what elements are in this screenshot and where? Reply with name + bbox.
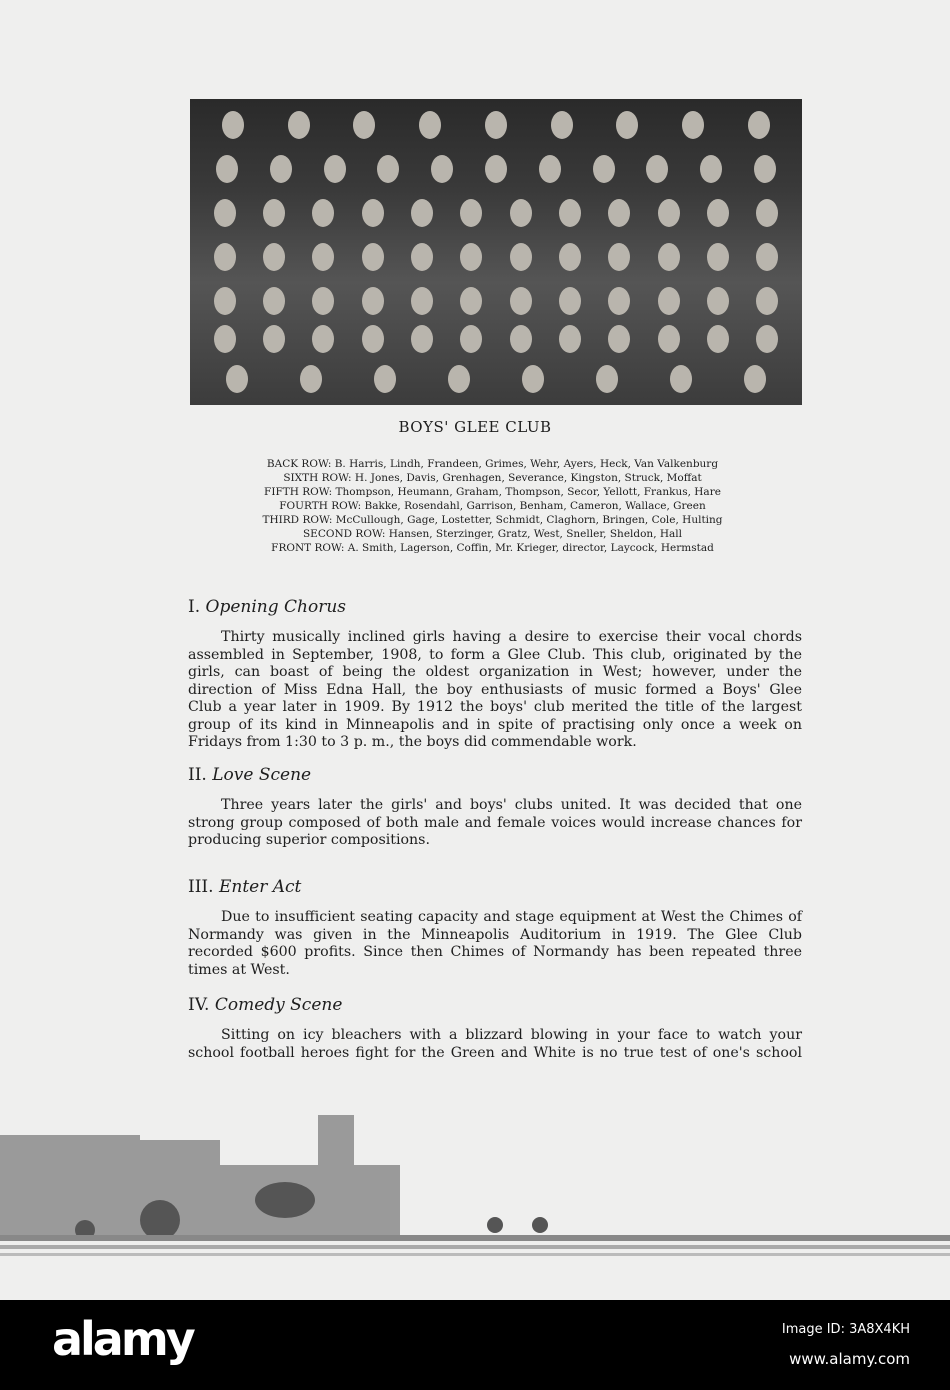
person [263, 287, 285, 315]
text-line: group of its kind in Minneapolis and in spite of practising only once a week on [188, 716, 802, 733]
watermark-banner [0, 1300, 950, 1390]
person [608, 287, 630, 315]
person [658, 325, 680, 353]
photo-caption-title: BOYS' GLEE CLUB [398, 418, 552, 436]
person [324, 155, 346, 183]
photo-row [200, 151, 792, 195]
person [263, 243, 285, 271]
photo-row [200, 321, 792, 365]
person [593, 155, 615, 183]
street-scene-illustration [0, 1095, 950, 1275]
person [608, 199, 630, 227]
section [188, 995, 802, 1062]
person [411, 325, 433, 353]
person [510, 325, 532, 353]
person [214, 325, 236, 353]
person [756, 243, 778, 271]
person [559, 325, 581, 353]
person [353, 111, 375, 139]
person [374, 365, 396, 393]
person [214, 287, 236, 315]
glee-club-group-photo [190, 99, 802, 405]
person [431, 155, 453, 183]
person [748, 111, 770, 139]
section-number: I. [188, 597, 201, 617]
person [411, 243, 433, 271]
text-line: Normandy was given in the Minneapolis Auditorium in 1919. The Glee Club [188, 926, 802, 943]
person [460, 325, 482, 353]
person [300, 365, 322, 393]
person [608, 243, 630, 271]
section-heading [188, 597, 802, 617]
text-line: direction of Miss Edna Hall, the boy enthusiasts of music formed a Boys' Glee [188, 681, 802, 698]
person [707, 243, 729, 271]
person [596, 365, 618, 393]
image-id: Image ID: 3A8X4KH [781, 1322, 910, 1337]
text-line: Fridays from 1:30 to 3 p. m., the boys did commendable work. [188, 734, 637, 750]
person [707, 325, 729, 353]
person [522, 365, 544, 393]
paragraph [188, 797, 802, 850]
photo-row [200, 195, 792, 239]
alamy-logo: alamy [52, 1312, 193, 1366]
site-url: www.alamy.com [789, 1350, 910, 1368]
person [460, 243, 482, 271]
person [377, 155, 399, 183]
section-heading [188, 765, 802, 785]
person [460, 287, 482, 315]
person [559, 199, 581, 227]
person [362, 325, 384, 353]
person [312, 199, 334, 227]
person [362, 287, 384, 315]
person [707, 199, 729, 227]
section-number: IV. [188, 995, 210, 1015]
caption-row: THIRD ROW: McCullough, Gage, Lostetter, Schmidt, Claghorn, Bringen, Cole, Hulting [262, 514, 723, 526]
person [646, 155, 668, 183]
person [744, 365, 766, 393]
section-title: Opening Chorus [205, 597, 347, 617]
person [754, 155, 776, 183]
person [559, 287, 581, 315]
text-line: producing superior compositions. [188, 832, 430, 848]
person [312, 325, 334, 353]
caption-row: SIXTH ROW: H. Jones, Davis, Grenhagen, Severance, Kingston, Struck, Moffat [283, 472, 702, 484]
person [312, 287, 334, 315]
section-heading [188, 995, 802, 1015]
person [362, 243, 384, 271]
person [222, 111, 244, 139]
text-line: Thirty musically inclined girls having a desire to exercise their vocal chords [221, 629, 802, 645]
person [270, 155, 292, 183]
text-line: Sitting on icy bleachers with a blizzard blowing in your face to watch your [221, 1027, 802, 1043]
caption-row: FRONT ROW: A. Smith, Lagerson, Coffin, Mr. Krieger, director, Laycock, Hermstad [271, 542, 714, 554]
paragraph [188, 1027, 802, 1062]
text-line: school football heroes fight for the Green and White is no true test of one's school [188, 1044, 802, 1061]
caption-row: SECOND ROW: Hansen, Sterzinger, Gratz, West, Sneller, Sheldon, Hall [302, 528, 682, 540]
section-title: Love Scene [212, 765, 312, 785]
section [188, 597, 802, 752]
section-title: Comedy Scene [214, 995, 343, 1015]
person [539, 155, 561, 183]
person [658, 199, 680, 227]
section [188, 765, 802, 850]
person [448, 365, 470, 393]
photo-row [200, 361, 792, 405]
person [312, 243, 334, 271]
photo-row [200, 239, 792, 283]
text-line: girls, can boast of being the oldest organization in West; however, under the [188, 664, 802, 680]
person [700, 155, 722, 183]
text-line: Club a year later in 1909. By 1912 the boys' club merited the title of the largest [188, 699, 802, 715]
person [510, 287, 532, 315]
photo-caption-names [0, 457, 950, 555]
person [411, 199, 433, 227]
text-line: times at West. [188, 961, 290, 978]
person [658, 243, 680, 271]
section-number: II. [188, 765, 207, 785]
person [288, 111, 310, 139]
person [460, 199, 482, 227]
text-line: strong group composed of both male and female voices would increase chances for [188, 814, 802, 831]
text-line: assembled in September, 1908, to form a Glee Club. This club, originated by the [188, 646, 802, 663]
person [682, 111, 704, 139]
paragraph [188, 629, 802, 752]
person [756, 287, 778, 315]
person [216, 155, 238, 183]
person [411, 287, 433, 315]
person [559, 243, 581, 271]
person [608, 325, 630, 353]
person [658, 287, 680, 315]
person [362, 199, 384, 227]
section [188, 877, 802, 979]
person [670, 365, 692, 393]
person [756, 325, 778, 353]
person [616, 111, 638, 139]
section-title: Enter Act [218, 877, 302, 897]
person [263, 199, 285, 227]
person [485, 155, 507, 183]
text-line: Due to insufficient seating capacity and stage equipment at West the Chimes of [221, 909, 802, 925]
caption-row: FOURTH ROW: Bakke, Rosendahl, Garrison, Benham, Cameron, Wallace, Green [279, 500, 706, 512]
person [214, 243, 236, 271]
paragraph [188, 909, 802, 979]
person [551, 111, 573, 139]
person [707, 287, 729, 315]
text-line: recorded $600 profits. Since then Chimes of Normandy has been repeated three [188, 944, 802, 960]
person [226, 365, 248, 393]
caption-row: FIFTH ROW: Thompson, Heumann, Graham, Thompson, Secor, Yellott, Frankus, Hare [264, 486, 721, 498]
person [510, 199, 532, 227]
text-line: Three years later the girls' and boys' clubs united. It was decided that one [221, 797, 802, 813]
caption-row: BACK ROW: B. Harris, Lindh, Frandeen, Grimes, Wehr, Ayers, Heck, Van Valkenburg [266, 458, 719, 470]
section-number: III. [188, 877, 214, 897]
person [756, 199, 778, 227]
person [485, 111, 507, 139]
person [510, 243, 532, 271]
person [214, 199, 236, 227]
photo-row [200, 107, 792, 151]
person [419, 111, 441, 139]
section-heading [188, 877, 802, 897]
person [263, 325, 285, 353]
